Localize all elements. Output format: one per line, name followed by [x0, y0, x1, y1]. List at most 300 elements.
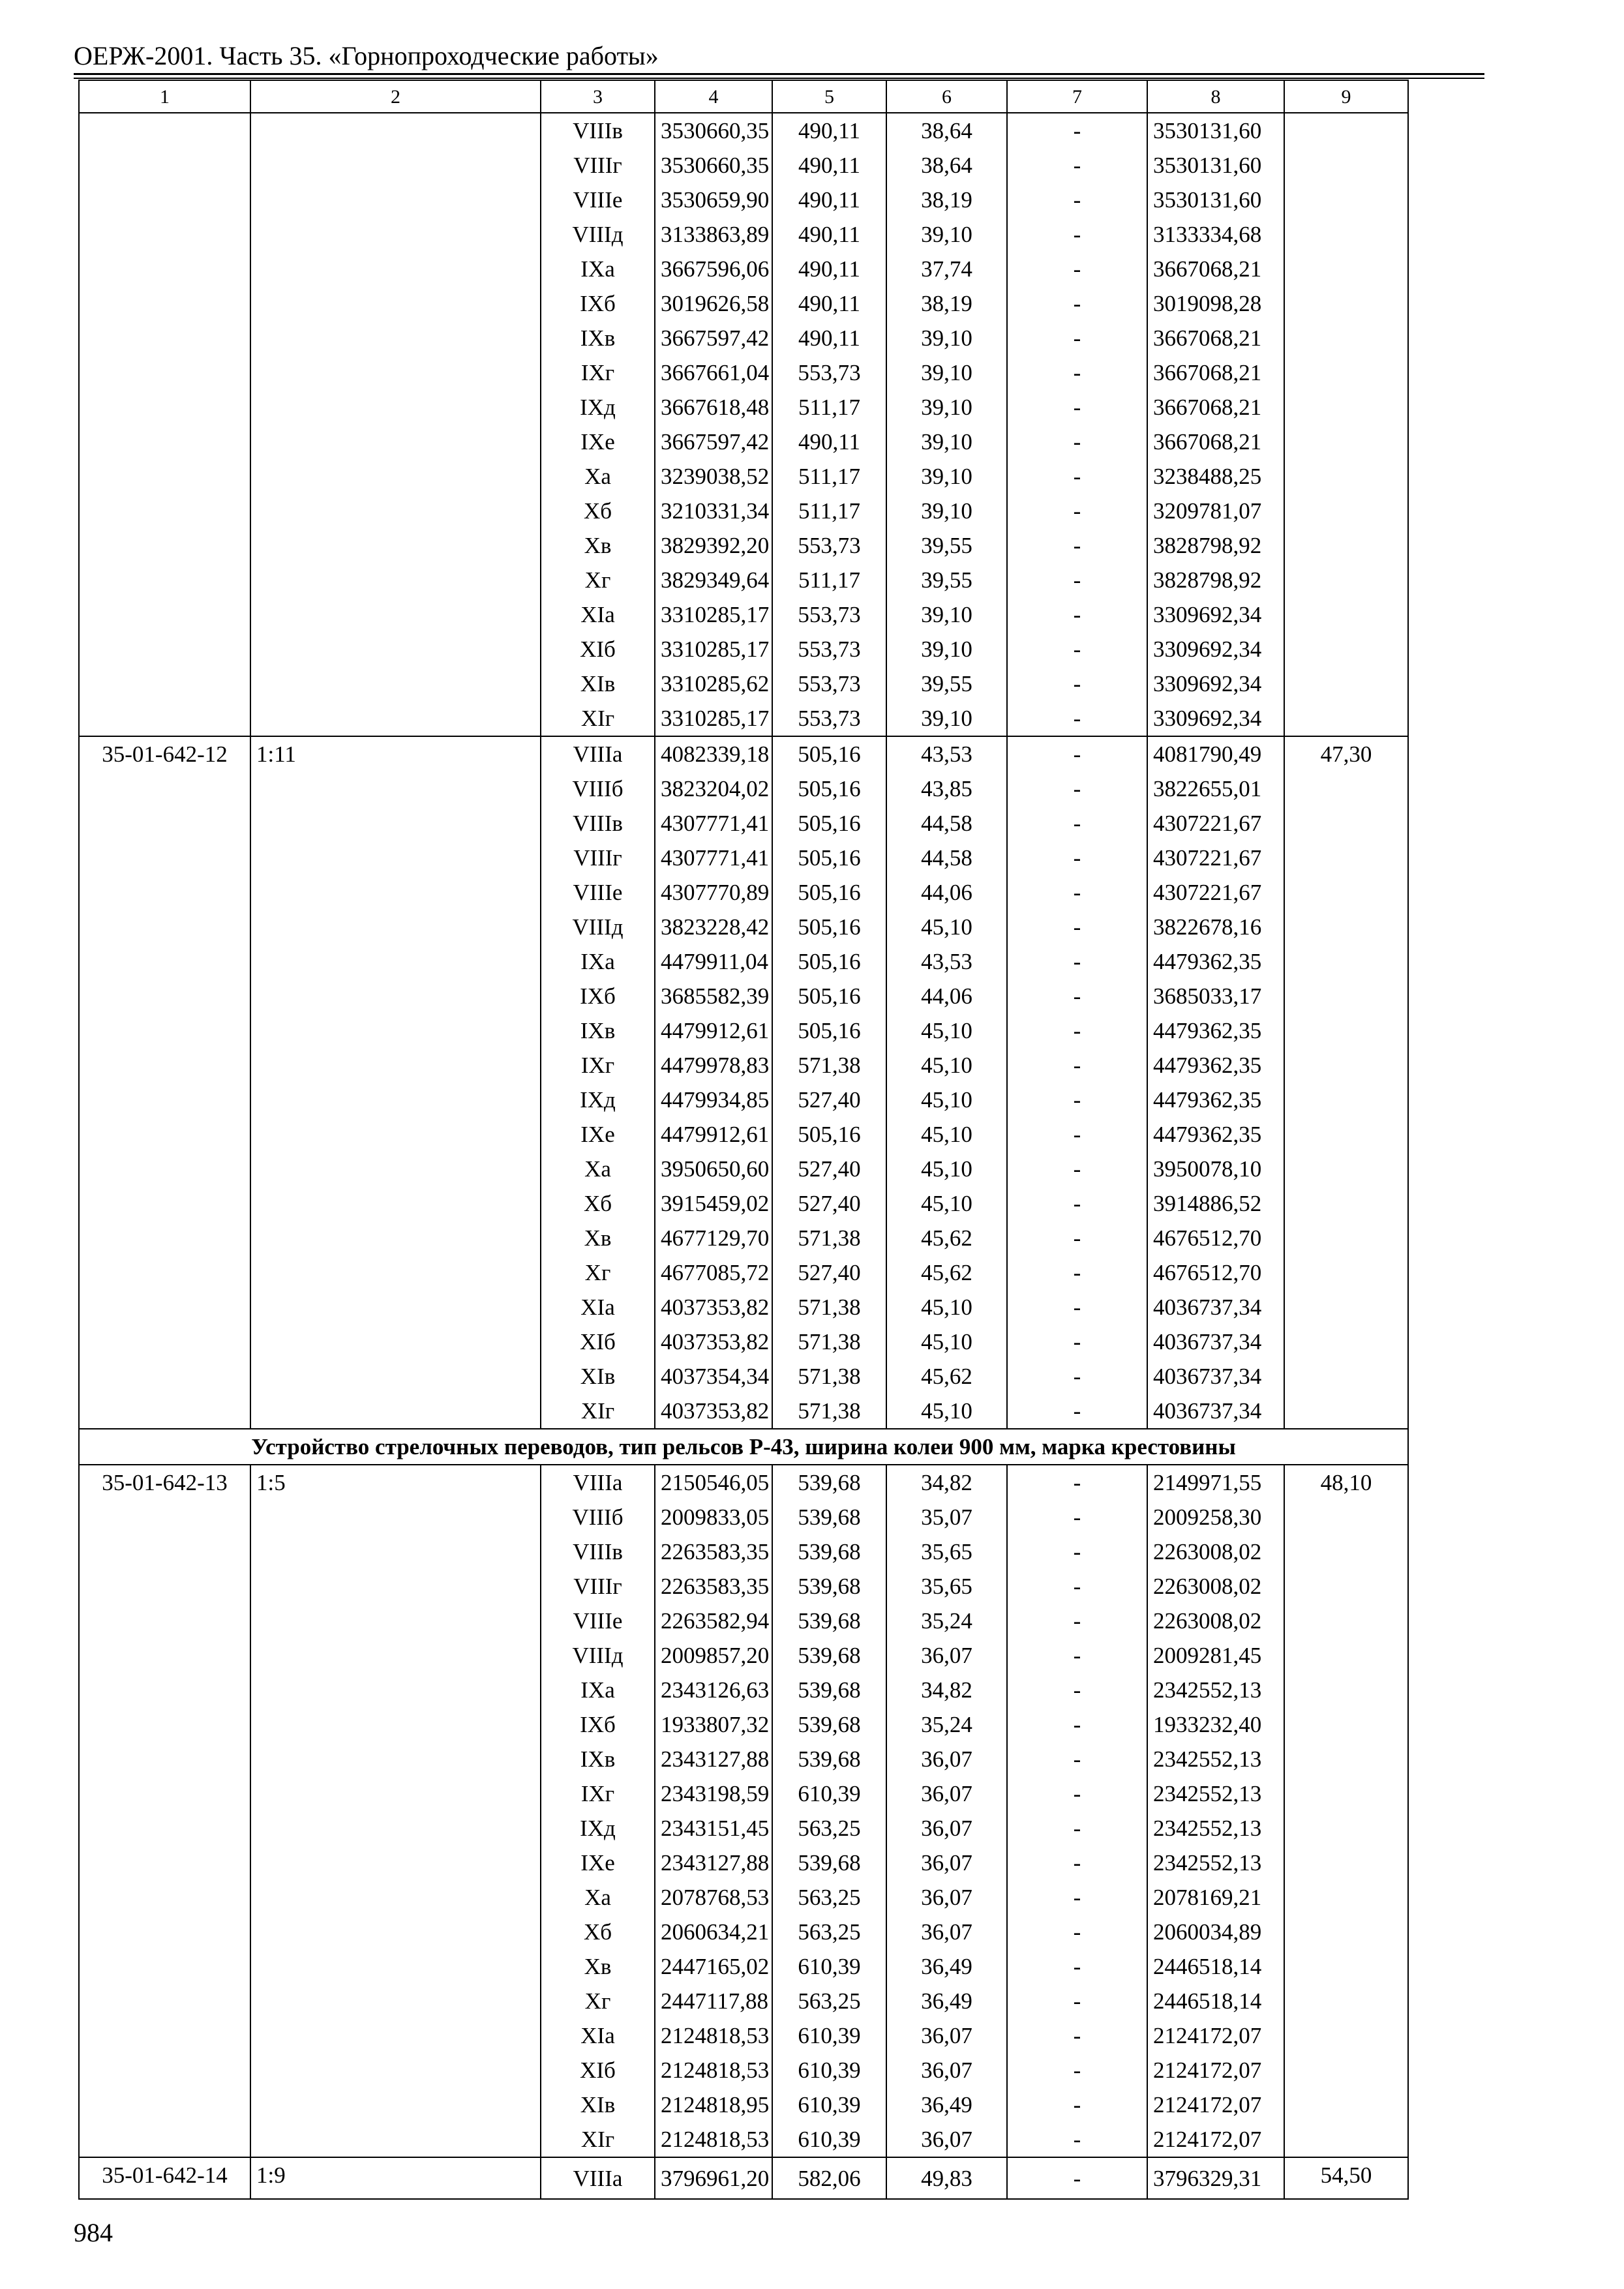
wages-cell: 490,11 [772, 252, 886, 286]
machines-cell: 36,07 [886, 2122, 1007, 2157]
wages-cell: 490,11 [772, 113, 886, 148]
category-cell: VIIIг [541, 841, 655, 875]
materials-cell: 3667068,21 [1147, 425, 1284, 459]
materials-cell: 2446518,14 [1147, 1949, 1284, 1984]
wages-cell: 563,25 [772, 1880, 886, 1915]
wages-cell: 505,16 [772, 910, 886, 944]
machines-cell: 45,10 [886, 1117, 1007, 1152]
total-cost-cell: 3310285,62 [655, 666, 772, 701]
drivers-cell: - [1007, 252, 1147, 286]
category-cell: XIг [541, 2122, 655, 2157]
drivers-cell: - [1007, 1152, 1147, 1186]
materials-cell: 4479362,35 [1147, 944, 1284, 979]
materials-cell: 3914886,52 [1147, 1186, 1284, 1221]
total-cost-cell: 4677129,70 [655, 1221, 772, 1255]
materials-cell: 4479362,35 [1147, 1013, 1284, 1048]
materials-cell: 4676512,70 [1147, 1255, 1284, 1290]
wages-cell: 527,40 [772, 1186, 886, 1221]
drivers-cell: - [1007, 806, 1147, 841]
drivers-cell: - [1007, 148, 1147, 183]
drivers-cell: - [1007, 390, 1147, 425]
total-cost-cell: 3310285,17 [655, 597, 772, 632]
drivers-cell: - [1007, 1359, 1147, 1394]
category-cell: IXг [541, 1776, 655, 1811]
page-header-title: ОЕРЖ-2001. Часть 35. «Горнопроходческие работы» [74, 41, 659, 70]
machines-cell: 39,10 [886, 701, 1007, 736]
category-cell: VIIIа [541, 736, 655, 771]
wages-cell: 539,68 [772, 1846, 886, 1880]
drivers-cell: - [1007, 1255, 1147, 1290]
machines-cell: 36,07 [886, 1880, 1007, 1915]
category-cell: VIIIг [541, 1569, 655, 1604]
category-cell: Xб [541, 1186, 655, 1221]
materials-cell: 3530131,60 [1147, 148, 1284, 183]
category-cell: Xв [541, 528, 655, 563]
wages-cell: 539,68 [772, 1534, 886, 1569]
machines-cell: 39,10 [886, 321, 1007, 355]
category-cell: IXв [541, 321, 655, 355]
drivers-cell: - [1007, 841, 1147, 875]
drivers-cell: - [1007, 355, 1147, 390]
materials-cell: 3667068,21 [1147, 252, 1284, 286]
machines-cell: 34,82 [886, 1465, 1007, 1500]
category-cell: VIIIв [541, 806, 655, 841]
wages-cell: 511,17 [772, 494, 886, 528]
machines-cell: 45,10 [886, 1083, 1007, 1117]
machines-cell: 35,65 [886, 1534, 1007, 1569]
materials-cell: 2124172,07 [1147, 2053, 1284, 2087]
crossing-ratio-cell: 1:5 [250, 1465, 541, 2157]
column-header-row [79, 80, 1408, 113]
category-cell: IXб [541, 1707, 655, 1742]
category-cell: XIб [541, 632, 655, 666]
wages-cell: 563,25 [772, 1811, 886, 1846]
category-cell: XIв [541, 666, 655, 701]
materials-cell: 2342552,13 [1147, 1846, 1284, 1880]
wages-cell: 610,39 [772, 1949, 886, 1984]
wages-cell: 610,39 [772, 1776, 886, 1811]
category-cell: IXе [541, 1117, 655, 1152]
total-cost-cell: 4037353,82 [655, 1290, 772, 1324]
materials-cell: 3828798,92 [1147, 528, 1284, 563]
category-cell: XIв [541, 1359, 655, 1394]
category-cell: XIг [541, 1394, 655, 1429]
drivers-cell: - [1007, 1290, 1147, 1324]
category-cell: IXе [541, 425, 655, 459]
wages-cell: 505,16 [772, 979, 886, 1013]
materials-cell: 3309692,34 [1147, 666, 1284, 701]
table-row [79, 1465, 1408, 1500]
category-cell: VIIIе [541, 183, 655, 217]
total-cost-cell: 2343127,88 [655, 1742, 772, 1776]
drivers-cell: - [1007, 1324, 1147, 1359]
machines-cell: 39,55 [886, 528, 1007, 563]
machines-cell: 39,55 [886, 563, 1007, 597]
machines-cell: 39,10 [886, 217, 1007, 252]
drivers-cell: - [1007, 1776, 1147, 1811]
machines-cell: 35,07 [886, 1500, 1007, 1534]
total-cost-cell: 2009833,05 [655, 1500, 772, 1534]
machines-cell: 34,82 [886, 1673, 1007, 1707]
wages-cell: 539,68 [772, 1465, 886, 1500]
labor-cost-cell: 54,50 [1284, 2157, 1408, 2199]
drivers-cell: - [1007, 1569, 1147, 1604]
materials-cell: 3828798,92 [1147, 563, 1284, 597]
materials-cell: 4036737,34 [1147, 1290, 1284, 1324]
crossing-ratio-cell: 1:11 [250, 736, 541, 1429]
total-cost-cell: 3667597,42 [655, 321, 772, 355]
total-cost-cell: 2124818,53 [655, 2122, 772, 2157]
wages-cell: 527,40 [772, 1083, 886, 1117]
drivers-cell: - [1007, 632, 1147, 666]
rate-code-cell: 35-01-642-13 [79, 1465, 250, 2157]
machines-cell: 36,07 [886, 1638, 1007, 1673]
machines-cell: 36,07 [886, 1742, 1007, 1776]
drivers-cell: - [1007, 1221, 1147, 1255]
category-cell: Xв [541, 1221, 655, 1255]
category-cell: VIIIд [541, 910, 655, 944]
category-cell: VIIIб [541, 771, 655, 806]
machines-cell: 36,07 [886, 1846, 1007, 1880]
category-cell: IXа [541, 252, 655, 286]
drivers-cell: - [1007, 2053, 1147, 2087]
drivers-cell: - [1007, 459, 1147, 494]
materials-cell: 2342552,13 [1147, 1811, 1284, 1846]
drivers-cell: - [1007, 910, 1147, 944]
materials-cell: 3309692,34 [1147, 632, 1284, 666]
category-cell: Xа [541, 1152, 655, 1186]
materials-cell: 3822678,16 [1147, 910, 1284, 944]
category-cell: IXд [541, 1083, 655, 1117]
total-cost-cell: 3133863,89 [655, 217, 772, 252]
materials-cell: 4479362,35 [1147, 1048, 1284, 1083]
category-cell: VIIIб [541, 1500, 655, 1534]
rate-code-cell [79, 113, 250, 736]
wages-cell: 553,73 [772, 528, 886, 563]
category-cell: Xб [541, 1915, 655, 1949]
machines-cell: 39,10 [886, 425, 1007, 459]
materials-cell: 1933232,40 [1147, 1707, 1284, 1742]
category-cell: IXв [541, 1013, 655, 1048]
machines-cell: 36,49 [886, 1984, 1007, 2018]
category-cell: IXе [541, 1846, 655, 1880]
drivers-cell: - [1007, 1673, 1147, 1707]
materials-cell: 2263008,02 [1147, 1604, 1284, 1638]
machines-cell: 39,55 [886, 666, 1007, 701]
wages-cell: 490,11 [772, 321, 886, 355]
category-cell: Xг [541, 563, 655, 597]
total-cost-cell: 2124818,53 [655, 2053, 772, 2087]
rate-code-cell: 35-01-642-12 [79, 736, 250, 1429]
category-cell: Xг [541, 1984, 655, 2018]
category-cell: IXд [541, 1811, 655, 1846]
machines-cell: 44,58 [886, 841, 1007, 875]
wages-cell: 511,17 [772, 563, 886, 597]
category-cell: VIIIа [541, 2157, 655, 2199]
labor-cost-cell: 47,30 [1284, 736, 1408, 1429]
machines-cell: 35,24 [886, 1707, 1007, 1742]
drivers-cell: - [1007, 1013, 1147, 1048]
machines-cell: 49,83 [886, 2157, 1007, 2199]
machines-cell: 44,58 [886, 806, 1007, 841]
total-cost-cell: 4037353,82 [655, 1394, 772, 1429]
drivers-cell: - [1007, 1500, 1147, 1534]
total-cost-cell: 3667597,42 [655, 425, 772, 459]
column-header: 2 [250, 80, 541, 113]
category-cell: VIIIе [541, 1604, 655, 1638]
category-cell: Xв [541, 1949, 655, 1984]
materials-cell: 3238488,25 [1147, 459, 1284, 494]
drivers-cell: - [1007, 1846, 1147, 1880]
machines-cell: 36,49 [886, 1949, 1007, 1984]
materials-cell: 3685033,17 [1147, 979, 1284, 1013]
total-cost-cell: 2263583,35 [655, 1569, 772, 1604]
drivers-cell: - [1007, 2157, 1147, 2199]
wages-cell: 505,16 [772, 841, 886, 875]
machines-cell: 45,10 [886, 1186, 1007, 1221]
category-cell: VIIIа [541, 1465, 655, 1500]
materials-cell: 4479362,35 [1147, 1117, 1284, 1152]
total-cost-cell: 3667661,04 [655, 355, 772, 390]
total-cost-cell: 3829349,64 [655, 563, 772, 597]
drivers-cell: - [1007, 528, 1147, 563]
section-heading: Устройство стрелочных переводов, тип рельсов Р-43, ширина колеи 900 мм, марка крестовины [79, 1429, 1408, 1465]
column-header: 6 [886, 80, 1007, 113]
wages-cell: 505,16 [772, 875, 886, 910]
machines-cell: 45,62 [886, 1255, 1007, 1290]
materials-cell: 3950078,10 [1147, 1152, 1284, 1186]
wages-cell: 563,25 [772, 1984, 886, 2018]
total-cost-cell: 2263583,35 [655, 1534, 772, 1569]
drivers-cell: - [1007, 1465, 1147, 1500]
materials-cell: 2009258,30 [1147, 1500, 1284, 1534]
drivers-cell: - [1007, 321, 1147, 355]
machines-cell: 45,10 [886, 1290, 1007, 1324]
column-header: 8 [1147, 80, 1284, 113]
total-cost-cell: 2343127,88 [655, 1846, 772, 1880]
drivers-cell: - [1007, 1534, 1147, 1569]
drivers-cell: - [1007, 425, 1147, 459]
materials-cell: 2446518,14 [1147, 1984, 1284, 2018]
wages-cell: 553,73 [772, 355, 886, 390]
category-cell: IXб [541, 286, 655, 321]
materials-cell: 3019098,28 [1147, 286, 1284, 321]
total-cost-cell: 4307770,89 [655, 875, 772, 910]
materials-cell: 3530131,60 [1147, 183, 1284, 217]
materials-cell: 4479362,35 [1147, 1083, 1284, 1117]
materials-cell: 4676512,70 [1147, 1221, 1284, 1255]
machines-cell: 45,10 [886, 1013, 1007, 1048]
drivers-cell: - [1007, 771, 1147, 806]
column-header: 9 [1284, 80, 1408, 113]
drivers-cell: - [1007, 494, 1147, 528]
materials-cell: 2124172,07 [1147, 2122, 1284, 2157]
total-cost-cell: 3530660,35 [655, 148, 772, 183]
wages-cell: 571,38 [772, 1359, 886, 1394]
total-cost-cell: 3019626,58 [655, 286, 772, 321]
total-cost-cell: 4037354,34 [655, 1359, 772, 1394]
materials-cell: 2342552,13 [1147, 1776, 1284, 1811]
machines-cell: 43,53 [886, 736, 1007, 771]
category-cell: XIа [541, 597, 655, 632]
machines-cell: 44,06 [886, 875, 1007, 910]
machines-cell: 43,85 [886, 771, 1007, 806]
machines-cell: 45,10 [886, 1152, 1007, 1186]
labor-cost-cell: 48,10 [1284, 1465, 1408, 2157]
materials-cell: 3667068,21 [1147, 390, 1284, 425]
table-row [79, 113, 1408, 148]
wages-cell: 505,16 [772, 771, 886, 806]
materials-cell: 3309692,34 [1147, 701, 1284, 736]
drivers-cell: - [1007, 1117, 1147, 1152]
machines-cell: 38,19 [886, 183, 1007, 217]
wages-cell: 527,40 [772, 1255, 886, 1290]
materials-cell: 4307221,67 [1147, 806, 1284, 841]
category-cell: VIIIе [541, 875, 655, 910]
wages-cell: 571,38 [772, 1394, 886, 1429]
category-cell: IXа [541, 1673, 655, 1707]
drivers-cell: - [1007, 1742, 1147, 1776]
category-cell: VIIIд [541, 1638, 655, 1673]
drivers-cell: - [1007, 1915, 1147, 1949]
category-cell: Xб [541, 494, 655, 528]
total-cost-cell: 4307771,41 [655, 806, 772, 841]
total-cost-cell: 2150546,05 [655, 1465, 772, 1500]
total-cost-cell: 2447117,88 [655, 1984, 772, 2018]
drivers-cell: - [1007, 183, 1147, 217]
machines-cell: 39,10 [886, 355, 1007, 390]
total-cost-cell: 4307771,41 [655, 841, 772, 875]
total-cost-cell: 3823228,42 [655, 910, 772, 944]
total-cost-cell: 3667618,48 [655, 390, 772, 425]
machines-cell: 43,53 [886, 944, 1007, 979]
materials-cell: 4081790,49 [1147, 736, 1284, 771]
machines-cell: 38,19 [886, 286, 1007, 321]
total-cost-cell: 2343126,63 [655, 1673, 772, 1707]
wages-cell: 505,16 [772, 806, 886, 841]
wages-cell: 610,39 [772, 2087, 886, 2122]
total-cost-cell: 2009857,20 [655, 1638, 772, 1673]
machines-cell: 45,62 [886, 1359, 1007, 1394]
machines-cell: 38,64 [886, 113, 1007, 148]
category-cell: Xг [541, 1255, 655, 1290]
machines-cell: 45,62 [886, 1221, 1007, 1255]
page-number: 984 [74, 2218, 113, 2247]
machines-cell: 36,49 [886, 2087, 1007, 2122]
drivers-cell: - [1007, 1880, 1147, 1915]
wages-cell: 505,16 [772, 736, 886, 771]
materials-cell: 3667068,21 [1147, 321, 1284, 355]
materials-cell: 2124172,07 [1147, 2018, 1284, 2053]
category-cell: XIб [541, 2053, 655, 2087]
materials-cell: 3309692,34 [1147, 597, 1284, 632]
total-cost-cell: 3823204,02 [655, 771, 772, 806]
category-cell: XIа [541, 2018, 655, 2053]
total-cost-cell: 4082339,18 [655, 736, 772, 771]
wages-cell: 490,11 [772, 425, 886, 459]
wages-cell: 571,38 [772, 1290, 886, 1324]
table-row [79, 736, 1408, 771]
drivers-cell: - [1007, 979, 1147, 1013]
drivers-cell: - [1007, 1604, 1147, 1638]
drivers-cell: - [1007, 2122, 1147, 2157]
category-cell: XIв [541, 2087, 655, 2122]
drivers-cell: - [1007, 875, 1147, 910]
machines-cell: 38,64 [886, 148, 1007, 183]
drivers-cell: - [1007, 1186, 1147, 1221]
total-cost-cell: 2343198,59 [655, 1776, 772, 1811]
category-cell: Xа [541, 1880, 655, 1915]
drivers-cell: - [1007, 1984, 1147, 2018]
column-header: 4 [655, 80, 772, 113]
wages-cell: 539,68 [772, 1500, 886, 1534]
category-cell: VIIIв [541, 113, 655, 148]
drivers-cell: - [1007, 597, 1147, 632]
total-cost-cell: 2263582,94 [655, 1604, 772, 1638]
machines-cell: 45,10 [886, 1048, 1007, 1083]
total-cost-cell: 3915459,02 [655, 1186, 772, 1221]
wages-cell: 490,11 [772, 183, 886, 217]
total-cost-cell: 4479912,61 [655, 1117, 772, 1152]
category-cell: XIб [541, 1324, 655, 1359]
category-cell: VIIIг [541, 148, 655, 183]
machines-cell: 36,07 [886, 2053, 1007, 2087]
drivers-cell: - [1007, 701, 1147, 736]
machines-cell: 39,10 [886, 632, 1007, 666]
machines-cell: 39,10 [886, 494, 1007, 528]
machines-cell: 36,07 [886, 1915, 1007, 1949]
materials-cell: 2009281,45 [1147, 1638, 1284, 1673]
total-cost-cell: 3829392,20 [655, 528, 772, 563]
crossing-ratio-cell [250, 113, 541, 736]
materials-cell: 4036737,34 [1147, 1324, 1284, 1359]
total-cost-cell: 4479978,83 [655, 1048, 772, 1083]
labor-cost-cell [1284, 113, 1408, 736]
column-header: 5 [772, 80, 886, 113]
drivers-cell: - [1007, 944, 1147, 979]
materials-cell: 2342552,13 [1147, 1742, 1284, 1776]
total-cost-cell: 4479934,85 [655, 1083, 772, 1117]
wages-cell: 610,39 [772, 2053, 886, 2087]
machines-cell: 35,65 [886, 1569, 1007, 1604]
wages-cell: 539,68 [772, 1569, 886, 1604]
materials-cell: 3667068,21 [1147, 355, 1284, 390]
machines-cell: 39,10 [886, 459, 1007, 494]
total-cost-cell: 2124818,53 [655, 2018, 772, 2053]
wages-cell: 610,39 [772, 2122, 886, 2157]
wages-cell: 610,39 [772, 2018, 886, 2053]
total-cost-cell: 2078768,53 [655, 1880, 772, 1915]
total-cost-cell: 4479911,04 [655, 944, 772, 979]
header-rule-thick [74, 73, 1484, 75]
rate-code-cell: 35-01-642-14 [79, 2157, 250, 2199]
total-cost-cell: 3239038,52 [655, 459, 772, 494]
wages-cell: 571,38 [772, 1221, 886, 1255]
drivers-cell: - [1007, 1949, 1147, 1984]
header-rule-thin [74, 78, 1484, 79]
wages-cell: 553,73 [772, 597, 886, 632]
materials-cell: 3530131,60 [1147, 113, 1284, 148]
drivers-cell: - [1007, 217, 1147, 252]
materials-cell: 2149971,55 [1147, 1465, 1284, 1500]
machines-cell: 39,10 [886, 597, 1007, 632]
column-header: 1 [79, 80, 250, 113]
drivers-cell: - [1007, 666, 1147, 701]
wages-cell: 505,16 [772, 944, 886, 979]
wages-cell: 527,40 [772, 1152, 886, 1186]
total-cost-cell: 3950650,60 [655, 1152, 772, 1186]
materials-cell: 4036737,34 [1147, 1359, 1284, 1394]
